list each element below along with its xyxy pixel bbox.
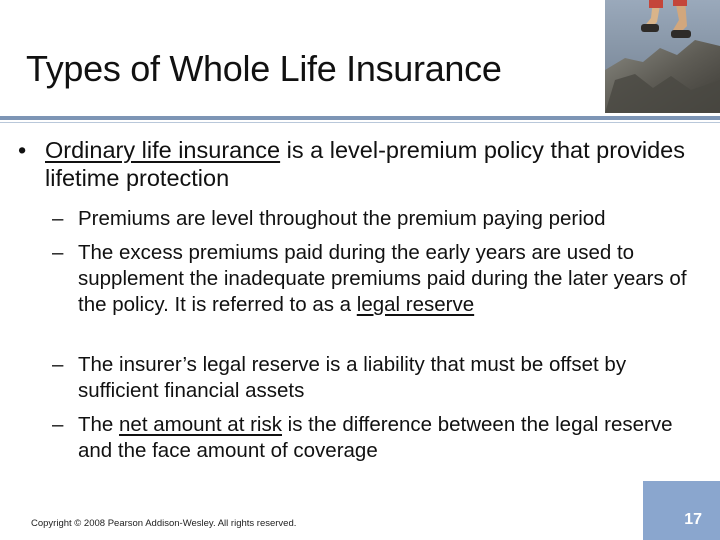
header-divider	[0, 116, 720, 120]
sub-bullet-marker: –	[52, 241, 64, 264]
sub-bullet-text	[78, 206, 702, 232]
term-net-amount-at-risk: net amount at risk	[119, 413, 282, 436]
term-ordinary-life-insurance: Ordinary life insurance	[45, 137, 281, 163]
sub-bullet-post: is the difference between the legal reserve and the face amount of coverage	[78, 413, 673, 462]
main-bullet	[18, 136, 708, 192]
sub-bullet	[52, 240, 702, 318]
sub-bullet-text	[78, 412, 702, 464]
term-legal-reserve: legal reserve	[356, 293, 475, 316]
page-number: 17	[684, 511, 702, 528]
sub-bullet-text	[78, 352, 702, 404]
hiker-climbing-rock-photo	[605, 0, 720, 113]
sub-bullet	[52, 352, 702, 404]
sub-bullet-text	[78, 240, 702, 318]
sub-bullet	[52, 206, 702, 232]
page-number-box	[643, 481, 720, 540]
sub-bullet-marker: –	[52, 413, 64, 436]
sub-bullet-marker: –	[52, 207, 64, 230]
bullet-marker: •	[18, 137, 27, 163]
sub-bullet-pre: The insurer’s legal reserve is a liability that must be offset by sufficient financial assets	[78, 353, 627, 402]
sub-bullet-marker: –	[52, 353, 64, 376]
header-divider-thin	[0, 122, 720, 123]
sub-bullet	[52, 412, 702, 464]
copyright-notice: Copyright © 2008 Pearson Addison-Wesley. All rights reserved.	[31, 518, 297, 529]
sub-bullet-pre: The	[78, 413, 120, 436]
main-bullet-text	[45, 136, 708, 192]
main-bullet-rest: is a level-premium policy that provides lifetime protection	[45, 137, 685, 191]
slide-title: Types of Whole Life Insurance	[26, 48, 502, 89]
sub-bullet-pre: The excess premiums paid during the early years are used to supplement the inadequate premiums paid during the later years of the policy. It is referred to as a	[78, 241, 687, 316]
sub-bullet-pre: Premiums are level throughout the premium paying period	[78, 207, 606, 230]
